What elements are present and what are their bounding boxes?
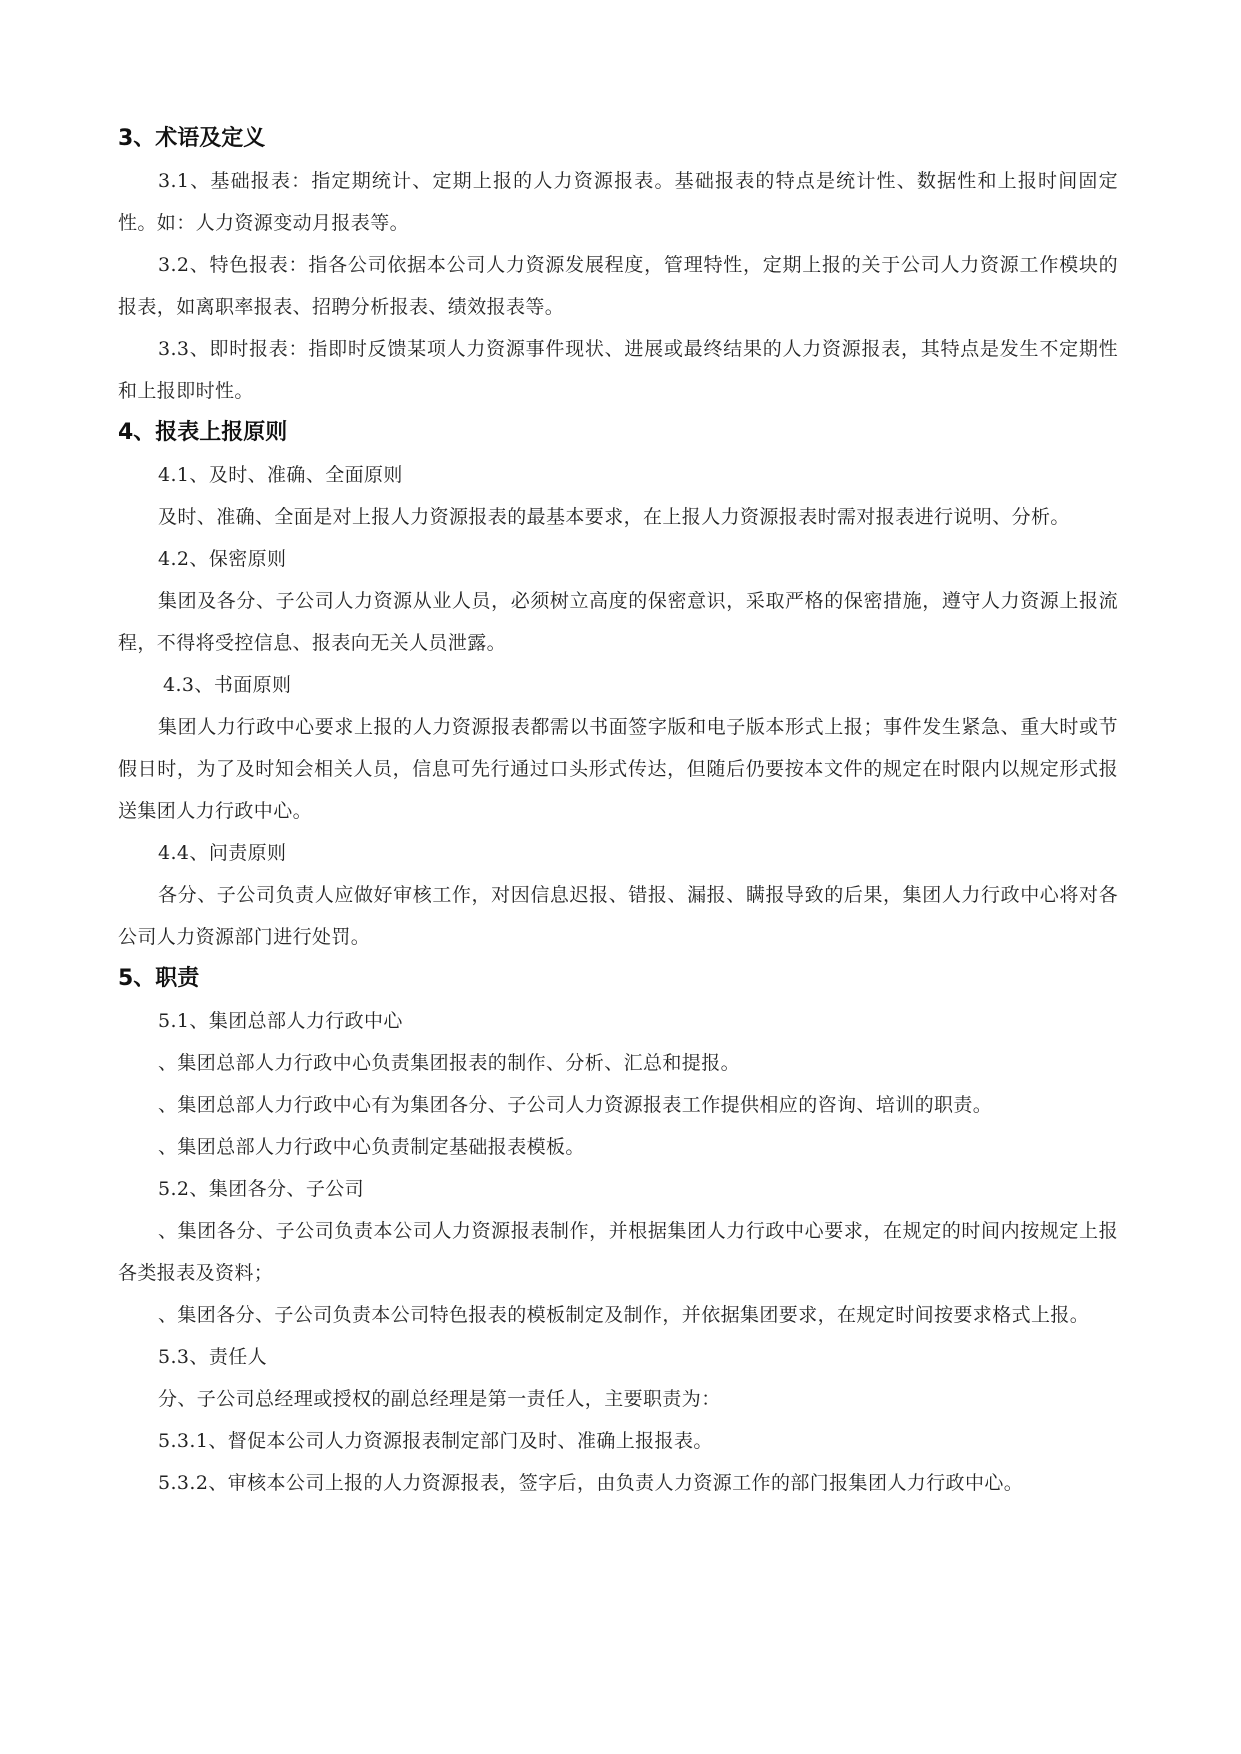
paragraph-5-1-title: 5.1、集团总部人力行政中心	[158, 1010, 403, 1032]
paragraph-4-2-title: 4.2、保密原则	[158, 548, 287, 570]
paragraph-4-4-body: 各分、子公司负责人应做好审核工作，对因信息迟报、错报、漏报、瞒报导致的后果，集团人力行政中心将对各公司人力资源部门进行处罚。	[118, 884, 1118, 948]
paragraph-4-3-body: 集团人力行政中心要求上报的人力资源报表都需以书面签字版和电子版本形式上报；事件发生紧急、重大时或节假日时，为了及时知会相关人员，信息可先行通过口头形式传达，但随后仍要按本文件的规定在时限内以规定形式报送集团人力行政中心。	[118, 716, 1118, 822]
paragraph-3-1: 3.1、基础报表：指定期统计、定期上报的人力资源报表。基础报表的特点是统计性、数据性和上报时间固定性。如：人力资源变动月报表等。	[118, 170, 1118, 234]
paragraph-3-3: 3.3、即时报表：指即时反馈某项人力资源事件现状、进展或最终结果的人力资源报表，其特点是发生不定期性和上报即时性。	[118, 338, 1118, 402]
paragraph-5-1-item-2: 、集团总部人力行政中心有为集团各分、子公司人力资源报表工作提供相应的咨询、培训的职责。	[158, 1094, 993, 1116]
paragraph-5-3-title: 5.3、责任人	[158, 1346, 268, 1368]
section-heading-terms: 3、术语及定义	[118, 126, 266, 151]
paragraph-5-3-2: 5.3.2、审核本公司上报的人力资源报表，签字后，由负责人力资源工作的部门报集团人力行政中心。	[158, 1472, 1024, 1494]
section-heading-principles: 4、报表上报原则	[118, 420, 288, 445]
paragraph-5-3-intro: 分、子公司总经理或授权的副总经理是第一责任人，主要职责为：	[158, 1388, 721, 1410]
paragraph-4-2-body: 集团及各分、子公司人力资源从业人员，必须树立高度的保密意识，采取严格的保密措施，遵守人力资源上报流程，不得将受控信息、报表向无关人员泄露。	[118, 590, 1118, 654]
paragraph-4-1-title: 4.1、及时、准确、全面原则	[158, 464, 403, 486]
paragraph-5-2-title: 5.2、集团各分、子公司	[158, 1178, 365, 1200]
paragraph-4-3-title: 4.3、书面原则	[163, 674, 292, 696]
paragraph-3-2: 3.2、特色报表：指各公司依据本公司人力资源发展程度，管理特性，定期上报的关于公司人力资源工作模块的报表，如离职率报表、招聘分析报表、绩效报表等。	[118, 254, 1118, 318]
paragraph-4-1-body: 及时、准确、全面是对上报人力资源报表的最基本要求，在上报人力资源报表时需对报表进行说明、分析。	[158, 506, 1070, 528]
paragraph-5-2-item-1: 、集团各分、子公司负责本公司人力资源报表制作，并根据集团人力行政中心要求，在规定的时间内按规定上报各类报表及资料；	[118, 1220, 1118, 1284]
paragraph-5-3-1: 5.3.1、督促本公司人力资源报表制定部门及时、准确上报报表。	[158, 1430, 713, 1452]
paragraph-4-4-title: 4.4、问责原则	[158, 842, 287, 864]
paragraph-5-1-item-1: 、集团总部人力行政中心负责集团报表的制作、分析、汇总和提报。	[158, 1052, 741, 1074]
section-heading-responsibilities: 5、职责	[118, 966, 200, 991]
paragraph-5-2-item-2: 、集团各分、子公司负责本公司特色报表的模板制定及制作，并依据集团要求，在规定时间按要求格式上报。	[158, 1304, 1090, 1326]
paragraph-5-1-item-3: 、集团总部人力行政中心负责制定基础报表模板。	[158, 1136, 585, 1158]
document-body	[118, 118, 1118, 1504]
